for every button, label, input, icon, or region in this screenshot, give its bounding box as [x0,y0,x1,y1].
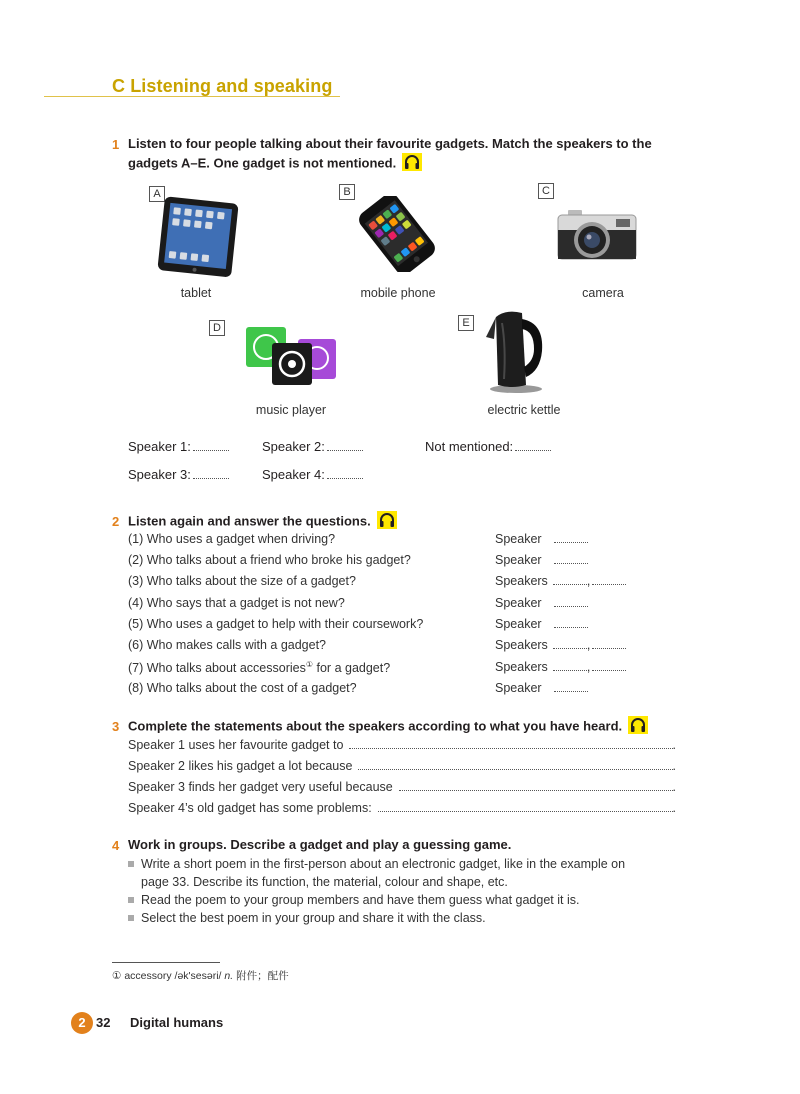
q2-title: Listen again and answer the questions. [128,513,371,529]
speaker-1-blank[interactable] [193,440,229,451]
page-number: 32 [96,1015,111,1030]
q3-statement-3 [128,780,676,794]
q2-number: 2 [112,514,120,529]
bullet-icon [128,915,134,921]
q3-statement-4-blank[interactable] [378,801,673,812]
tablet-icon [155,196,243,283]
q2-answer-8-label: Speaker [495,681,542,695]
q2-answer-4-label: Speaker [495,596,542,610]
q2-answer-5-label: Speaker [495,617,542,631]
gadget-d-caption: music player [255,403,327,417]
headphones-icon[interactable] [628,716,648,734]
q2-question-6: (6) Who makes calls with a gadget? [128,638,327,652]
speaker-3-label: Speaker 3: [128,467,191,482]
footnote [112,968,289,983]
not-mentioned-blank[interactable] [515,440,551,451]
q3-statement-4 [128,801,676,815]
q2-question-1: (1) Who uses a gadget when driving? [128,532,336,546]
gadget-e-caption: electric kettle [487,403,561,417]
q2-answer-2-label: Speaker [495,553,542,567]
speaker-3-answer [128,467,229,482]
q1-instruction-line2 [128,155,422,173]
q3-number: 3 [112,719,120,734]
q2-answer-6-blank-a[interactable] [553,638,587,649]
q2-answer-7-blank-b[interactable] [592,660,626,671]
q4-bullet-3-text: Select the best poem in your group and share it with the class. [141,911,486,925]
q2-answer-2 [495,553,588,567]
q4-bullet-1-text: Write a short poem in the first-person about an electronic gadget, like in the example on [141,857,626,871]
q2-question-7-text: (7) Who talks about accessories [128,661,306,676]
q2-answer-3-blank-a[interactable] [553,574,587,585]
gadget-c-caption: camera [582,286,624,300]
q2-question-3: (3) Who talks about the size of a gadget? [128,574,356,588]
q2-answer-6 [495,638,626,652]
q4-number: 4 [112,838,120,853]
speaker-3-blank[interactable] [193,468,229,479]
bullet-icon [128,897,134,903]
unit-badge: 2 [71,1012,93,1034]
q2-answer-3-blank-b[interactable] [592,574,626,585]
q2-answer-6-comma: , [586,638,591,652]
unit-title: Digital humans [130,1015,224,1030]
bullet-icon [128,861,134,867]
q1-number: 1 [112,137,120,152]
q2-answer-7-comma: , [586,660,591,674]
footnote-text: accessory /ək'sesəri/ [121,970,225,982]
q2-answer-3 [495,574,626,588]
q3-statement-2 [128,759,676,773]
gadget-e-letter: E [458,315,474,331]
q2-answer-7 [495,660,626,674]
footnote-gloss: 附件；配件 [233,970,289,982]
q1-instruction-line1: Listen to four people talking about their favourite gadgets. Match the speakers to the [128,136,652,151]
q4-bullet-2-text: Read the poem to your group members and have them guess what gadget it is. [141,893,580,907]
q3-title: Complete the statements about the speakers according to what you have heard. [128,718,623,734]
q2-answer-7-blank-a[interactable] [553,660,587,671]
footnote-rule [112,962,220,963]
speaker-4-label: Speaker 4: [262,467,325,482]
q3-statement-1 [128,738,676,752]
q2-answer-1 [495,532,588,546]
q2-question-2: (2) Who talks about a friend who broke his gadget? [128,553,411,567]
speaker-4-blank[interactable] [327,468,363,479]
q3-statement-1-text: Speaker 1 uses her favourite gadget to [128,738,344,752]
q3-statement-2-blank[interactable] [358,759,672,770]
q2-answer-3-comma: , [586,574,591,588]
speaker-2-label: Speaker 2: [262,439,325,454]
q1-instruction-text: gadgets A–E. One gadget is not mentioned. [128,155,397,171]
q4-bullet-1-continued: page 33. Describe its function, the material, colour and shape, etc. [141,875,508,889]
q2-question-8: (8) Who talks about the cost of a gadget? [128,681,357,695]
mobile-phone-icon [352,196,442,277]
q2-question-4: (4) Who says that a gadget is not new? [128,596,345,610]
speaker-2-blank[interactable] [327,440,363,451]
q2-answer-7-label: Speakers [495,660,548,674]
section-title: C Listening and speaking [112,76,333,96]
not-mentioned-label: Not mentioned: [425,439,514,454]
q3-statement-3-blank[interactable] [399,780,673,791]
q2-answer-8-blank[interactable] [554,681,588,692]
q2-answer-4 [495,596,588,610]
q2-answer-1-blank[interactable] [554,532,588,543]
q2-answer-2-blank[interactable] [554,553,588,564]
q2-instruction [128,513,397,531]
speaker-1-answer [128,439,229,454]
music-player-icon [244,325,338,392]
q4-bullet-1 [128,857,625,871]
headphones-icon[interactable] [377,511,397,529]
q2-answer-3-label: Speakers [495,574,548,588]
q2-question-5: (5) Who uses a gadget to help with their coursework? [128,617,424,631]
q2-answer-4-blank[interactable] [554,596,588,607]
q3-statement-3-text: Speaker 3 finds her gadget very useful because [128,780,393,794]
gadget-a-letter: A [149,186,165,202]
gadget-c-letter: C [538,183,554,199]
gadget-b-caption: mobile phone [360,286,436,300]
q2-answer-8 [495,681,588,695]
q3-statement-4-text: Speaker 4’s old gadget has some problems: [128,801,372,815]
speaker-4-answer [262,467,363,482]
q4-bullet-3 [128,911,486,925]
speaker-2-answer [262,439,363,454]
q2-answer-5-blank[interactable] [554,617,588,628]
kettle-icon [482,307,550,398]
q3-statement-1-period: . [672,738,676,752]
not-mentioned-answer [425,439,551,454]
q2-answer-6-blank-b[interactable] [592,638,626,649]
q4-bullet-2 [128,893,579,907]
title-rule [44,96,340,97]
camera-icon [556,210,638,269]
q3-statement-1-blank[interactable] [349,738,672,749]
speaker-1-label: Speaker 1: [128,439,191,454]
gadget-b-letter: B [339,184,355,200]
q2-answer-5 [495,617,588,631]
q3-statement-3-period: . [672,780,676,794]
q3-statement-2-period: . [672,759,676,773]
q2-answer-1-label: Speaker [495,532,542,546]
gadget-d-letter: D [209,320,225,336]
q2-answer-6-label: Speakers [495,638,548,652]
headphones-icon[interactable] [402,153,422,171]
q2-question-7-text-after: for a gadget? [313,661,391,676]
q2-question-7 [128,660,390,675]
footnote-marker-label: ① [112,970,122,982]
q3-instruction [128,718,648,736]
footnote-marker[interactable]: ① [305,660,314,669]
footnote-pos: n. [224,970,234,982]
q3-statement-2-text: Speaker 2 likes his gadget a lot because [128,759,353,773]
q3-statement-4-period: . [672,801,676,815]
gadget-a-caption: tablet [180,286,212,300]
q4-title: Work in groups. Describe a gadget and play a guessing game. [128,837,512,852]
